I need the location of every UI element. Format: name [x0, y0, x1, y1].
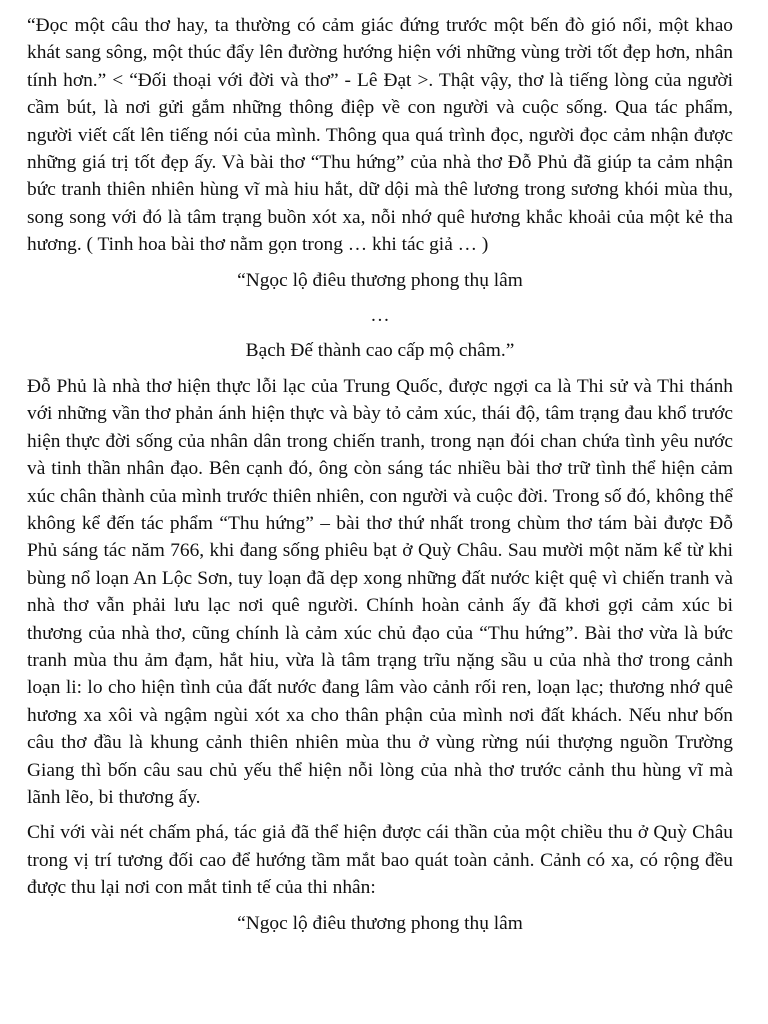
analysis-paragraph: Chỉ với vài nét chấm phá, tác giả đã thể hiện được cái thần của một chiều thu ở Quỳ Châu trong vị trí tương đối cao để hướng tầm mắt bao quát toàn cảnh. Cảnh có xa, có rộng đều được thu lại nơi con mắt tinh tế của thi nhân:: [27, 822, 733, 899]
poem-verse-line-2: Bạch Đế thành cao cấp mộ châm.”: [245, 340, 515, 362]
author-context-paragraph: Đỗ Phủ là nhà thơ hiện thực lỗi lạc của Trung Quốc, được ngợi ca là Thi sử và Thi thánh với những vần thơ phản ánh hiện thực và bày tỏ cảm xúc, thái độ, tâm trạng đau khổ trước hiện thực đời sống của nhân dân trong chiến tranh, trong nạn đói chan chứa tình yêu nước và tinh thần nhân đạo. Bên cạnh đó, ông còn sáng tác nhiều bài thơ trữ tình thể hiện cảm xúc chân thành của mình trước thiên nhiên, con người và cuộc đời. Trong số đó, không thể không kể đến tác phẩm “Thu hứng” – bài thơ thứ nhất trong chùm thơ tám bài được Đỗ Phủ sáng tác năm 766, khi đang sống phiêu bạt ở Quỳ Châu. Sau mười một năm kể từ khi bùng nổ loạn An Lộc Sơn, tuy loạn đã dẹp xong những đất nước kiệt quệ vì chiến tranh và nhà thơ vẫn phải lưu lạc nơi quê người. Chính hoàn cảnh ấy đã khơi gợi cảm xúc bi thương của nhà thơ, cũng chính là cảm xúc chủ đạo của “Thu hứng”. Bài thơ vừa là bức tranh mùa thu ảm đạm, hắt hiu, vừa là tâm trạng trĩu nặng sầu u của nhà thơ trong cảnh loạn li: lo cho hiện tình của đất nước đang lâm vào cảnh rối ren, loạn lạc; thương nhớ quê hương xa xôi và ngậm ngùi xót xa cho thân phận của mình nơi đất khách. Nếu như bốn câu thơ đầu là khung cảnh thiên nhiên mùa thu ở vùng rừng núi thượng nguồn Trường Giang thì bốn câu sau chủ yếu thể hiện nỗi lòng của nhà thơ trước cảnh thu hùng vĩ mà lãnh lẽo, bi thương ấy.: [27, 375, 733, 808]
poem-verse-line-1: “Ngọc lộ điêu thương phong thụ lâm: [237, 269, 523, 291]
document-page: [27, 12, 733, 945]
intro-paragraph: “Đọc một câu thơ hay, ta thường có cảm giác đứng trước một bến đò gió nổi, một khao khát sang sông, một thúc đẩy lên đường hướng hiện với những vùng trời tốt đẹp hơn, nhân tính hơn.” < “Đối thoại với đời và thơ” - Lê Đạt >. Thật vậy, thơ là tiếng lòng của người cầm bút, là nơi gửi gắm những thông điệp về con người và cuộc sống. Qua tác phẩm, người viết cất lên tiếng nói của mình. Thông qua quá trình đọc, người đọc cảm nhận được những giá trị tốt đẹp ấy. Và bài thơ “Thu hứng” của nhà thơ Đỗ Phủ đã giúp ta cảm nhận bức tranh thiên nhiên hùng vĩ mà hiu hắt, dữ dội mà thê lương trong sương khói mùa thu, song song với đó là tâm trạng buồn xót xa, nỗi nhớ quê hương khắc khoải của một kẻ tha hương. ( Tinh hoa bài thơ nằm gọn trong … khi tác giả … ): [27, 15, 733, 256]
poem-verse-quote: “Ngọc lộ điêu thương phong thụ lâm: [237, 912, 523, 934]
poem-ellipsis: …: [370, 305, 390, 327]
